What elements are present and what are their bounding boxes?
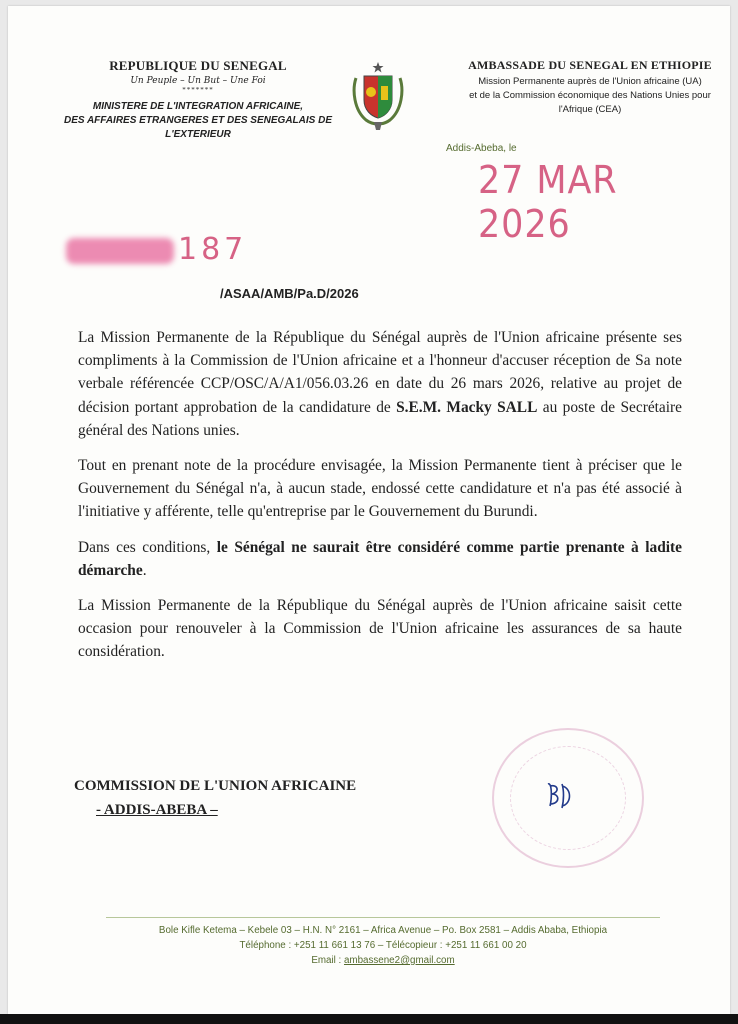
paragraph-1-text-b: au poste de Secrétaire général des Nations unies. [78,398,682,439]
reference-number-stamp [66,232,256,272]
coat-of-arms-icon [348,60,408,132]
footer-address: Bole Kifle Ketema – Kebele 03 – H.N. N° 2161 – Africa Avenue – Po. Box 2581 – Addis Ababa, Ethiopia [158,925,608,936]
recipient-city: - ADDIS-ABEBA – [96,802,218,818]
footer-email-link[interactable]: ambassene2@gmail.com [343,955,455,966]
national-motto: Un Peuple – Un But – Une Foi [130,76,266,86]
embassy-title: AMBASSADE DU SENEGAL EN ETHIOPIE [468,58,712,72]
footer-email-label: Email : [311,955,344,966]
paragraph-3-text-a: Dans ces conditions, [78,538,217,556]
ministry-line-2: DES AFFAIRES ETRANGERES ET DES SENEGALAIS DE L'EXTERIEUR [63,115,332,140]
date-stamp: 27 MAR 2026 [478,158,618,246]
paragraph-1-bold: S.E.M. Macky SALL [396,398,538,416]
footer-phone: Téléphone : +251 11 661 13 76 – Télécopieur : +251 11 661 00 20 [239,940,527,951]
ministry-line-1: MINISTERE DE L'INTEGRATION AFRICAINE, [92,101,304,112]
paragraph-1 [78,326,682,442]
paragraph-3-bold: le Sénégal ne saurait être considéré comme partie prenante à ladite démarche [78,538,682,579]
redacted-stamp-mark [66,238,174,264]
recipient-name: COMMISSION DE L'UNION AFRICAINE [74,778,357,794]
paragraph-2: Tout en prenant note de la procédure envisagée, la Mission Permanente tient à préciser que le Gouvernement du Sénégal n'a, à aucun stade, endossé cette candidature et n'a pas été associé à l'initiative y afférente, telle qu'entreprise par le Gouvernement du Burundi. [78,457,682,521]
paragraph-1-text-a: La Mission Permanente de la République du Sénégal auprès de l'Union africaine présente ses compliments à la Commission de l'Union africaine et a l'honneur d'accuser réception de Sa note verbale référencée CCP/OSC/A/A1/056.03.26 en date du 26 mars 2026, relative au projet de décision portant approbation de la candidature de [78,329,682,416]
republic-title: REPUBLIQUE DU SENEGAL [109,58,287,73]
footer-email-line [106,953,660,968]
header-left [48,58,348,142]
footer [106,923,660,968]
place-label: Addis-Abeba, le [446,143,517,154]
mission-subtitle [444,75,736,117]
header-right [444,58,736,117]
mission-line-1: Mission Permanente auprès de l'Union africaine (UA) [478,76,702,87]
letter-body [78,326,682,676]
paragraph-3 [78,536,682,582]
scan-bottom-edge [0,1014,738,1024]
footer-divider [106,917,660,918]
letter-page [8,6,730,1014]
stars-divider: ******* [182,86,214,94]
reference-stamp-number: 187 [178,232,248,267]
mission-line-2: et de la Commission économique des Nations Unies pour [469,90,711,101]
ministry-name [48,100,348,142]
mission-line-3: l'Afrique (CEA) [558,104,622,115]
letter-reference: /ASAA/AMB/Pa.D/2026 [220,286,359,301]
paragraph-3-text-b: . [142,561,147,579]
paragraph-4: La Mission Permanente de la République du Sénégal auprès de l'Union africaine saisit cette occasion pour renouveler à la Commission de l'Union africaine les assurances de sa haute considération. [78,597,682,661]
signature-initials-icon [542,776,576,812]
